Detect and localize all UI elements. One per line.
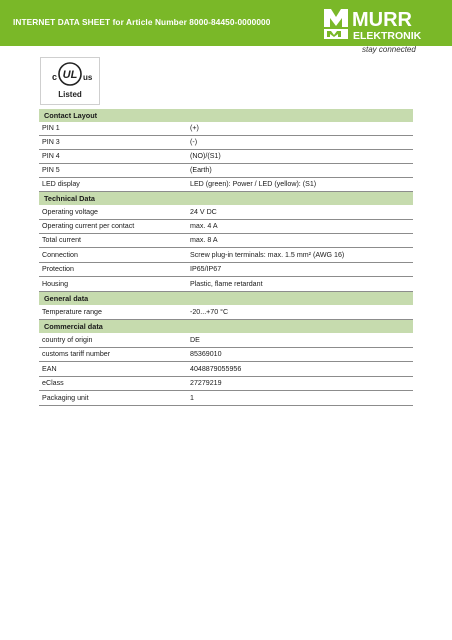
ul-us: us [83, 73, 93, 82]
row-key: Total current [42, 236, 82, 244]
row-key: Packaging unit [42, 394, 89, 402]
tagline: stay connected [362, 45, 416, 54]
row-value: 4048879055956 [190, 365, 242, 373]
row-key: country of origin [42, 336, 93, 344]
table-row [39, 263, 413, 277]
row-value: DE [190, 336, 200, 344]
row-key: customs tariff number [42, 350, 111, 358]
section-contact-layout: Contact Layout [39, 109, 413, 122]
row-value: (Earth) [190, 166, 212, 174]
table-row [39, 391, 413, 406]
ul-listed-mark [40, 57, 100, 105]
table-row [39, 362, 413, 377]
row-value: LED (green): Power / LED (yellow): (S1) [190, 180, 317, 188]
logo-text-bottom: ELEKTRONIK [353, 30, 422, 42]
row-key: Connection [42, 251, 78, 259]
table-row [39, 348, 413, 362]
table-row [39, 164, 413, 178]
row-value: Screw plug-in terminals: max. 1.5 mm² (AWG 16) [190, 251, 345, 259]
row-key: Protection [42, 265, 74, 273]
ul-text: UL [62, 69, 78, 81]
row-value: -20...+70 °C [190, 308, 229, 316]
table-row [39, 150, 413, 164]
row-key: LED display [42, 180, 80, 188]
section-commercial-data: Commercial data [39, 320, 413, 333]
logo-text-top: MURR [352, 9, 412, 31]
row-key: EAN [42, 365, 57, 373]
row-value: max. 4 A [190, 222, 218, 230]
murr-logo [322, 6, 446, 42]
row-value: max. 8 A [190, 236, 218, 244]
row-value: (-) [190, 138, 198, 146]
ul-c: c [51, 72, 57, 82]
table-row [39, 305, 413, 320]
row-value: 1 [190, 394, 194, 402]
row-key: Housing [42, 280, 69, 288]
row-key: PIN 1 [42, 124, 60, 132]
row-key: PIN 5 [42, 166, 60, 174]
logo-mark-upper [324, 9, 348, 27]
table-row [39, 178, 413, 192]
row-key: PIN 3 [42, 138, 60, 146]
cert-label: Listed [58, 90, 82, 99]
page-title: INTERNET DATA SHEET for Article Number 8000-84450-0000000 [13, 17, 271, 27]
row-key: PIN 4 [42, 152, 60, 160]
table-row [39, 333, 413, 348]
row-value: 85369010 [190, 350, 222, 358]
row-value: 24 V DC [190, 208, 217, 216]
row-key: Operating current per contact [42, 222, 135, 230]
row-value: (NO)/(S1) [190, 152, 221, 160]
row-value: Plastic, flame retardant [190, 280, 263, 288]
row-value: 27279219 [190, 379, 222, 387]
table-row [39, 234, 413, 248]
row-value: (+) [190, 124, 199, 132]
data-sheet [39, 109, 413, 406]
ul-logo [41, 58, 99, 90]
section-general-data: General data [39, 292, 413, 305]
row-key: Temperature range [42, 308, 102, 316]
section-technical-data: Technical Data [39, 192, 413, 205]
row-value: IP65/IP67 [190, 265, 222, 273]
table-row [39, 205, 413, 220]
table-row [39, 136, 413, 150]
table-row [39, 220, 413, 234]
row-key: eClass [42, 379, 64, 387]
table-row [39, 248, 413, 263]
table-row [39, 277, 413, 292]
table-row [39, 122, 413, 136]
row-key: Operating voltage [42, 208, 98, 216]
table-row [39, 377, 413, 391]
